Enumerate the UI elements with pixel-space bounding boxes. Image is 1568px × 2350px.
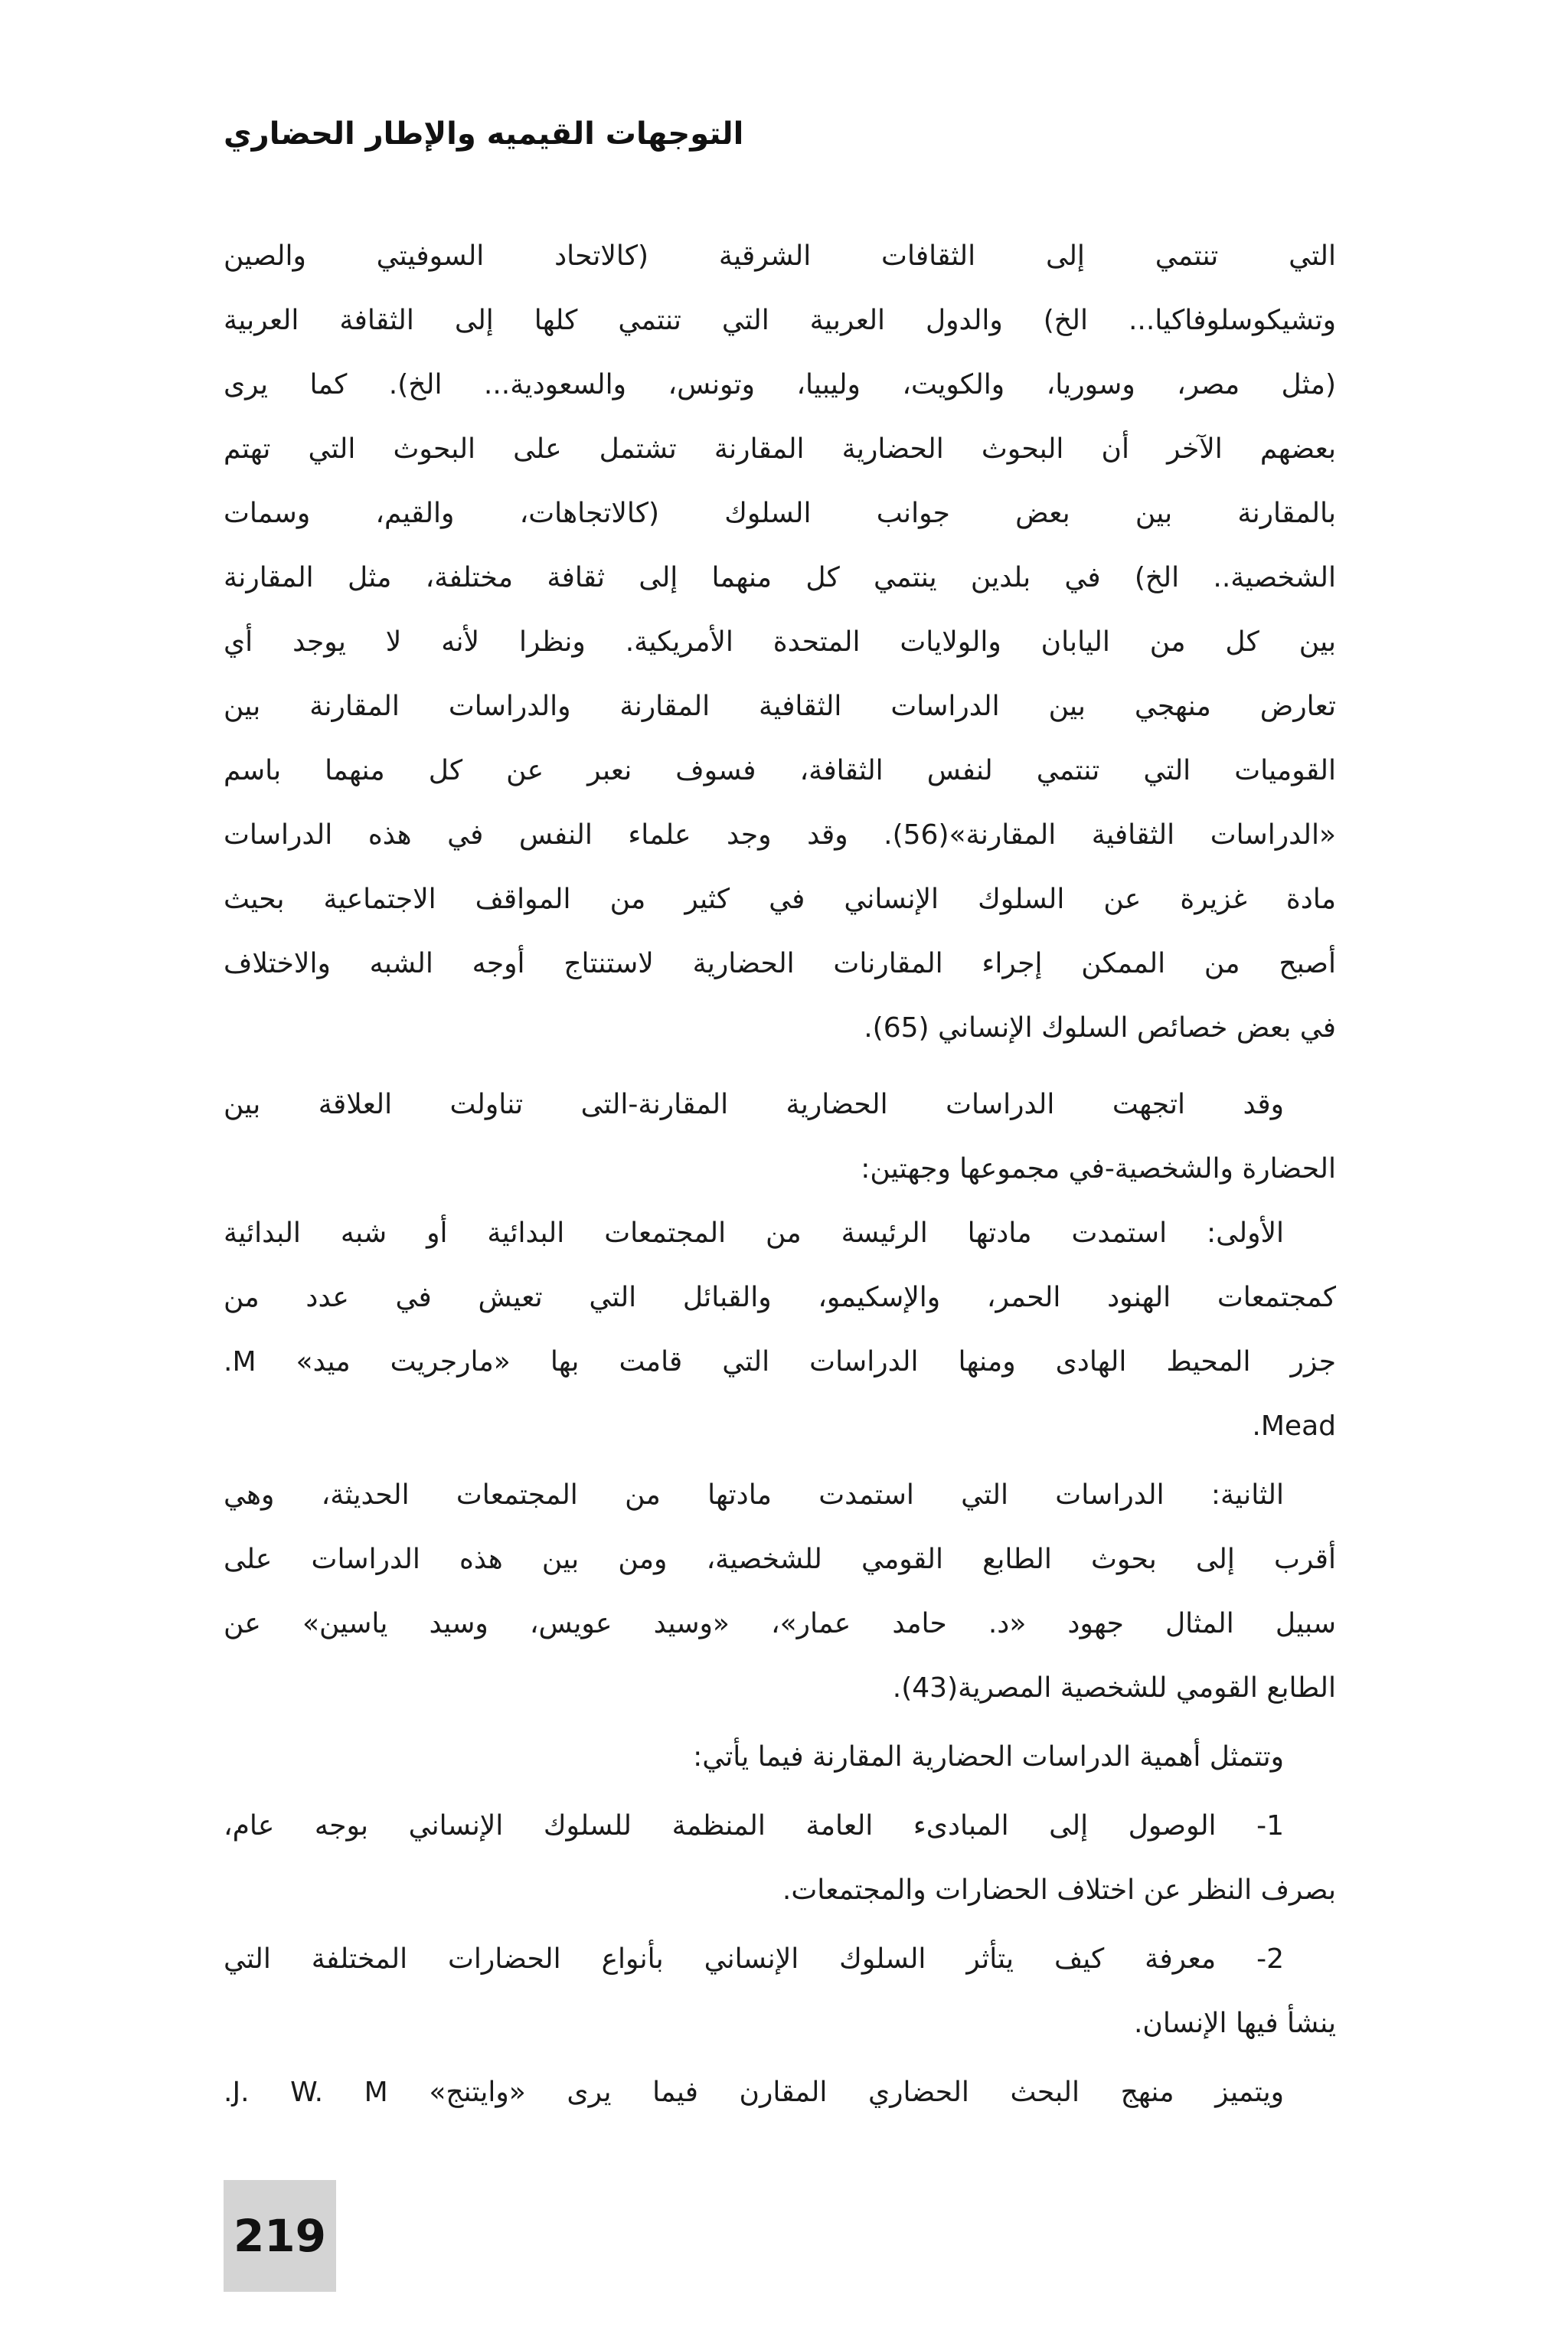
paragraph xyxy=(224,1073,1336,1201)
body-line: 1- الوصول إلى المبادىء العامة المنظمة للسلوك الإنساني بوجه عام، xyxy=(224,1810,1284,1842)
body-line: بصرف النظر عن اختلاف الحضارات والمجتمعات. xyxy=(782,1874,1336,1906)
running-header: التوجهات القيميه والإطار الحضاري xyxy=(224,116,744,152)
body-line: بين كل من اليابان والولايات المتحدة الأمريكية. ونظرا لأنه لا يوجد أي xyxy=(224,626,1336,658)
body-line: التي تنتمي إلى الثقافات الشرقية (كالاتحاد السوفيتي والصين xyxy=(224,240,1336,272)
page-number-box xyxy=(224,2180,336,2292)
body-line: بعضهم الآخر أن البحوث الحضارية المقارنة تشتمل على البحوث التي تهتم xyxy=(224,433,1336,465)
paragraph xyxy=(224,224,1336,1061)
body-line: ينشأ فيها الإنسان. xyxy=(1133,2008,1336,2039)
body-line: بالمقارنة بين بعض جوانب السلوك (كالاتجاهات، والقيم، وسمات xyxy=(224,498,1336,529)
body-line: في بعض خصائص السلوك الإنساني (65). xyxy=(864,1012,1336,1044)
body-line: تعارض منهجي بين الدراسات الثقافية المقارنة والدراسات المقارنة بين xyxy=(224,691,1336,722)
body-line: الأولى: استمدت مادتها الرئيسة من المجتمعات البدائية أو شبه البدائية xyxy=(224,1217,1284,1249)
body-line: القوميات التي تنتمي لنفس الثقافة، فسوف نعبر عن كل منهما باسم xyxy=(224,755,1336,786)
list-item xyxy=(224,1794,1336,1923)
body-line: 2- معرفة كيف يتأثر السلوك الإنساني بأنواع الحضارات المختلفة التي xyxy=(224,1943,1284,1975)
body-line: وقد اتجهت الدراسات الحضارية المقارنة-التى تناولت العلاقة بين xyxy=(224,1089,1284,1120)
list-item xyxy=(224,1927,1336,2056)
body-line: أصبح من الممكن إجراء المقارنات الحضارية لاستنتاج أوجه الشبه والاختلاف xyxy=(224,948,1336,979)
body-line: الطابع القومي للشخصية المصرية(43). xyxy=(892,1672,1336,1704)
body-line: الشخصية.. الخ) في بلدين ينتمي كل منهما إلى ثقافة مختلفة، مثل المقارنة xyxy=(224,562,1336,593)
body-line: ويتميز منهج البحث الحضاري المقارن فيما يرى «وايتنج» J. W. M. xyxy=(224,2077,1284,2108)
page-number: 219 xyxy=(233,2210,327,2262)
body-line: أقرب إلى بحوث الطابع القومي للشخصية، ومن بين هذه الدراسات على xyxy=(224,1544,1336,1575)
body-line: جزر المحيط الهادى ومنها الدراسات التي قامت بها «مارجريت ميد» M. xyxy=(224,1346,1336,1378)
body-line: «الدراسات الثقافية المقارنة»(56). وقد وجد علماء النفس في هذه الدراسات xyxy=(224,819,1336,851)
body-line: مادة غزيرة عن السلوك الإنساني في كثير من المواقف الاجتماعية بحيث xyxy=(224,884,1336,915)
paragraph xyxy=(224,1201,1336,1459)
body-text xyxy=(224,224,1336,2125)
paragraph xyxy=(224,1463,1336,1721)
paragraph xyxy=(224,2061,1336,2125)
body-line: (مثل مصر، وسوريا، والكويت، وليبيا، وتونس، والسعودية... الخ). كما يرى xyxy=(224,369,1336,400)
body-line: كمجتمعات الهنود الحمر، والإسكيمو، والقبائل التي تعيش في عدد من xyxy=(224,1282,1336,1313)
body-line: وتتمثل أهمية الدراسات الحضارية المقارنة فيما يأتي: xyxy=(693,1741,1284,1773)
body-line: الحضارة والشخصية-في مجموعها وجهتين: xyxy=(861,1153,1336,1185)
body-line: سبيل المثال جهود «د. حامد عمار»، «وسيد عويس، وسيد ياسين» عن xyxy=(224,1608,1336,1639)
body-line: الثانية: الدراسات التي استمدت مادتها من المجتمعات الحديثة، وهي xyxy=(224,1479,1284,1511)
paragraph xyxy=(224,1725,1336,1789)
body-line: Mead. xyxy=(1252,1410,1336,1442)
body-line: وتشيكوسلوفاكيا... الخ) والدول العربية التي تنتمي كلها إلى الثقافة العربية xyxy=(224,305,1336,336)
